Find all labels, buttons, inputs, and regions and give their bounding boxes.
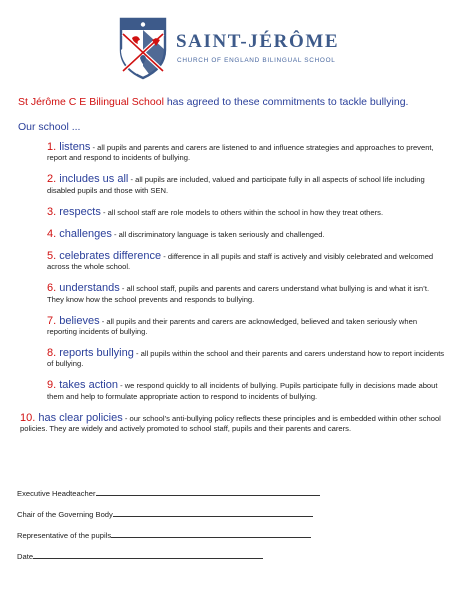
commitment-item <box>20 413 447 435</box>
signature-line-date <box>17 551 377 572</box>
commitment-text: - all school staff, pupils and parents and carers understand what bullying is and what it isn’t. They know how the school prevents and responds to bullying. <box>47 284 430 304</box>
signature-label: Representative of the pupils <box>17 531 112 540</box>
school-name: SAINT-JÉRÔME <box>176 31 340 52</box>
commitment-keyword: listens <box>56 141 91 153</box>
commitment-keyword: understands <box>56 282 120 295</box>
intro-text: has agreed to these commitments to tackle bullying. <box>163 96 409 108</box>
intro-statement <box>18 96 408 108</box>
commitment-number: 2. <box>47 173 57 186</box>
commitment-number: 3. <box>47 205 57 218</box>
commitment-item <box>47 142 447 164</box>
commitment-keyword: celebrates difference <box>56 249 162 262</box>
signature-field[interactable] <box>113 509 313 517</box>
commitment-number: 8. <box>47 347 57 360</box>
commitment-number: 6. <box>47 282 57 295</box>
commitment-number: 7. <box>47 314 57 327</box>
commitment-keyword: has clear policies <box>35 411 123 424</box>
commitment-text: - all pupils and their parents and carers are acknowledged, believed and taken seriously when reporting incidents of bullying. <box>47 316 418 337</box>
signature-block <box>17 488 377 572</box>
commitment-item <box>47 283 447 305</box>
signature-line-pupils <box>17 530 377 551</box>
signature-label: Date <box>17 552 34 561</box>
commitment-item <box>47 316 447 338</box>
commitment-item <box>47 174 447 196</box>
signature-line-chair <box>17 509 377 530</box>
commitment-text: - all pupils and parents and carers are listened to and influence strategies and approaches to prevent, report and respond to incidents of bullying. <box>47 143 434 163</box>
commitment-text: - difference in all pupils and staff is actively and visibly celebrated and welcomed across the whole school. <box>47 251 434 272</box>
signature-line-headteacher <box>17 488 377 509</box>
commitment-keyword: respects <box>56 205 101 218</box>
commitment-item <box>47 251 447 273</box>
commitment-text: - all pupils are included, valued and participate fully in all aspects of school life including disabled pupils and those with SEN. <box>47 175 425 195</box>
school-crest-icon <box>118 16 168 80</box>
date-field[interactable] <box>33 551 263 559</box>
commitment-text: - all discriminatory language is taken seriously and challenged. <box>111 229 325 239</box>
school-subtitle: CHURCH OF ENGLAND BILINGUAL SCHOOL <box>177 57 336 64</box>
our-school-heading: Our school ... <box>18 121 81 133</box>
commitment-item <box>47 229 447 240</box>
signature-field[interactable] <box>96 488 320 496</box>
commitment-text: - all school staff are role models to others within the school in how they treat others. <box>100 207 384 217</box>
commitment-keyword: takes action <box>56 379 118 392</box>
signature-label: Executive Headteacher <box>17 489 96 498</box>
commitment-keyword: challenges <box>56 227 112 240</box>
commitment-item <box>47 207 447 218</box>
commitment-number: 10. <box>20 411 36 424</box>
signature-field[interactable] <box>111 530 311 538</box>
commitment-item <box>47 380 447 402</box>
letterhead <box>0 16 464 86</box>
commitment-text: - our school’s anti-bullying policy reflects these principles and is embedded within other school policies. They are widely and actively promoted to school staff, pupils and their parents and carers. <box>20 413 441 434</box>
commitment-number: 5. <box>47 249 57 262</box>
commitment-keyword: believes <box>56 314 100 327</box>
signature-label: Chair of the Governing Body <box>17 510 113 519</box>
commitment-item <box>47 348 447 370</box>
commitment-keyword: reports bullying <box>56 347 134 360</box>
commitments-list <box>20 141 447 445</box>
commitment-number: 9. <box>47 379 57 392</box>
commitment-text: - all pupils within the school and their parents and carers understand how to report incidents of bullying. <box>47 349 445 369</box>
commitment-keyword: includes us all <box>56 173 129 186</box>
commitment-number: 1. <box>47 141 57 153</box>
intro-school-name: St Jérôme C E Bilingual School <box>18 96 164 108</box>
commitment-text: - we respond quickly to all incidents of bullying. Pupils participate fully in decisions made about them and help to formulate appropriate action to respond to incidents of bullying. <box>47 381 438 401</box>
commitment-number: 4. <box>47 227 57 240</box>
